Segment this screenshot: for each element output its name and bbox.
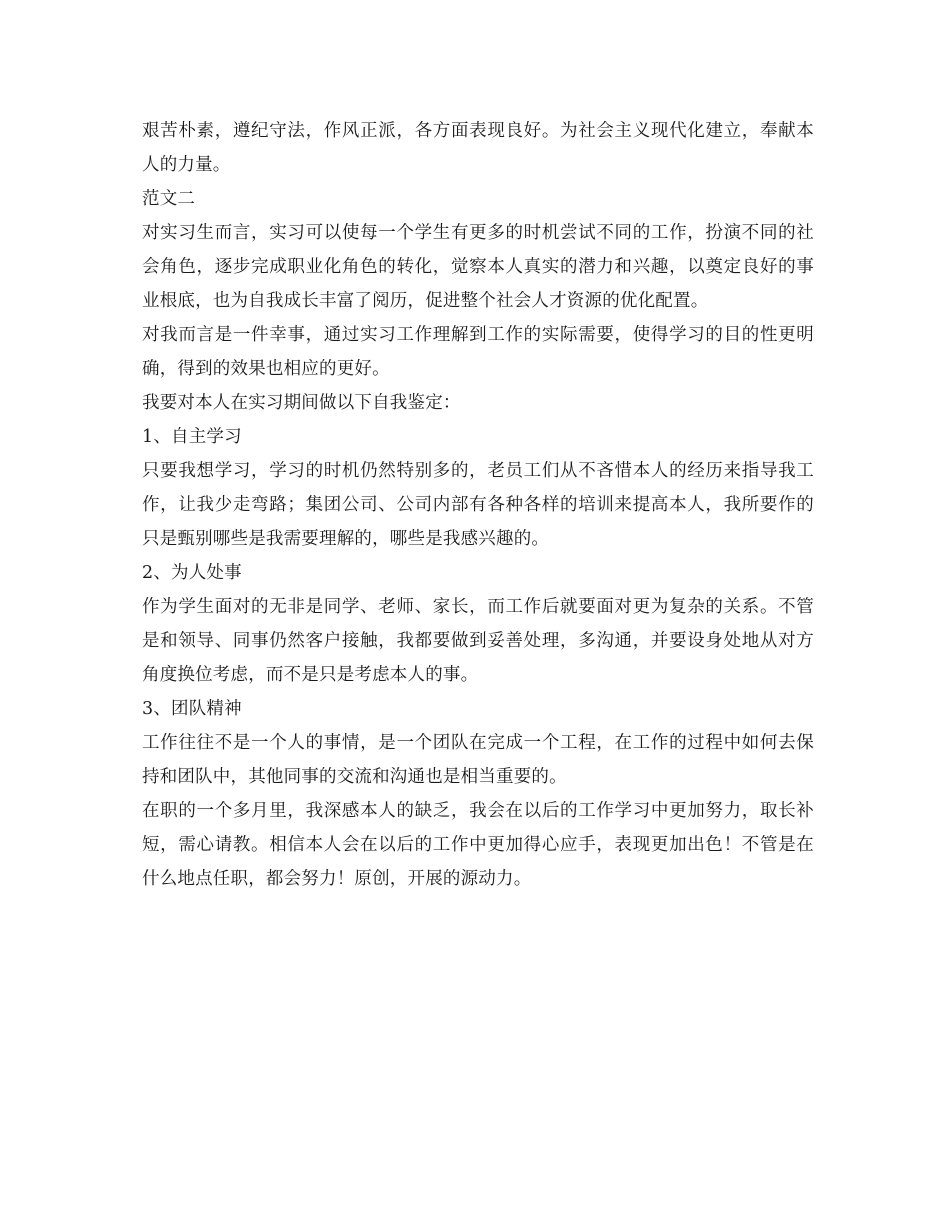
paragraph-8: 在职的一个多月里，我深感本人的缺乏，我会在以后的工作学习中更加努力，取长补短，需心请教。相信本人会在以后的工作中更加得心应手，表现更加出色！不管是在什么地点任职，都会努力！原创，开展的源动力。 [142, 801, 814, 889]
paragraph-6: 作为学生面对的无非是同学、老师、家长，而工作后就要面对更为复杂的关系。不管是和领导、同事仍然客户接触，我都要做到妥善处理，多沟通，并要设身处地从对方角度换位考虑，而不是只是考虑本人的事。 [142, 597, 814, 685]
paragraph-5: 只要我想学习，学习的时机仍然特别多的，老员工们从不吝惜本人的经历来指导我工作，让我少走弯路；集团公司、公司内部有各种各样的培训来提高本人，我所要作的只是甄别哪些是我需要理解的，哪些是我感兴趣的。 [142, 461, 814, 549]
paragraph-2: 对实习生而言，实习可以使每一个学生有更多的时机尝试不同的工作，扮演不同的社会角色，逐步完成职业化角色的转化，觉察本人真实的潜力和兴趣，以奠定良好的事业根底，也为自我成长丰富了阅历，促进整个社会人才资源的优化配置。 [142, 223, 814, 311]
paragraph-1: 艰苦朴素，遵纪守法，作风正派，各方面表现良好。为社会主义现代化建立，奉献本人的力量。 [142, 121, 814, 175]
document-page [142, 114, 814, 896]
heading-fanwen-2: 范文二 [142, 189, 196, 209]
paragraph-7: 工作往往不是一个人的事情，是一个团队在完成一个工程，在工作的过程中如何去保持和团队中，其他同事的交流和沟通也是相当重要的。 [142, 733, 814, 787]
paragraph-4: 我要对本人在实习期间做以下自我鉴定： [142, 393, 461, 413]
heading-conduct: 2、为人处事 [142, 563, 242, 583]
paragraph-3: 对我而言是一件幸事，通过实习工作理解到工作的实际需要，使得学习的目的性更明确，得到的效果也相应的更好。 [142, 325, 814, 379]
heading-self-study: 1、自主学习 [142, 427, 242, 447]
heading-team-spirit: 3、团队精神 [142, 699, 242, 719]
